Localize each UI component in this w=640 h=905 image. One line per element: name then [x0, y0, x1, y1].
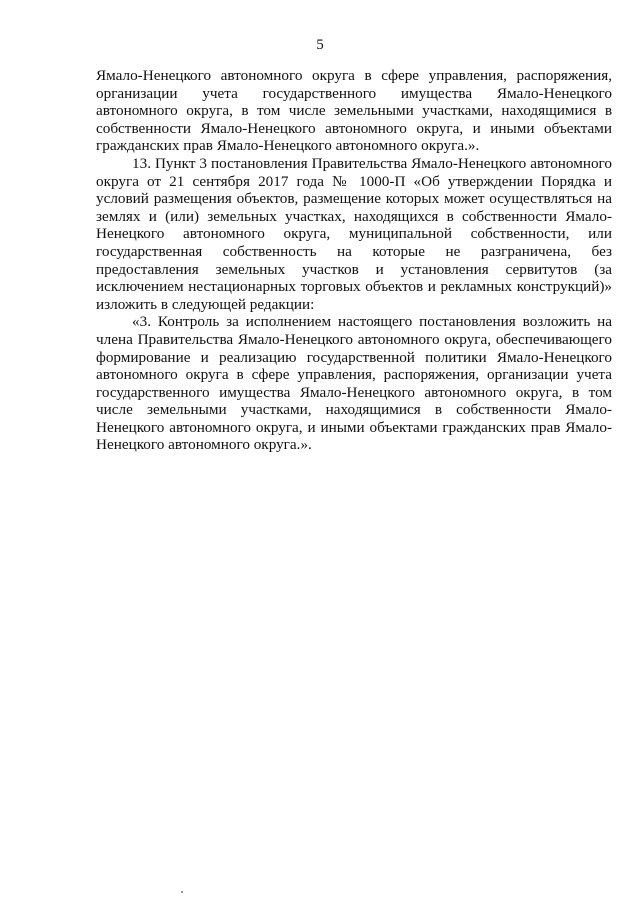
paragraph-new-wording: «3. Контроль за исполнением настоящего постановления возложить на члена Правительства Ямало-Ненецкого автономного округа, обеспечивающего формирование и реализацию государственной политики Ямало-Ненецкого автономного округа в сфере управления, распоряжения, организации учета государственного имущества Ямало-Ненецкого автономного округа, в том числе земельными участками, находящимися в собственности Ямало-Ненецкого автономного округа, и иными объектами гражданских прав Ямало-Ненецкого автономного округа.». — [96, 313, 612, 454]
paragraph-continuation: Ямало-Ненецкого автономного округа в сфере управления, распоряжения, организации учета государственного имущества Ямало-Ненецкого автономного округа, в том числе земельными участками, находящимися в собственности Ямало-Ненецкого автономного округа, и иными объектами гражданских прав Ямало-Ненецкого автономного округа.». — [96, 67, 612, 155]
page-number: 5 — [316, 37, 324, 53]
scan-artifact — [181, 891, 183, 893]
paragraph-item-13: 13. Пункт 3 постановления Правительства Ямало-Ненецкого автономного округа от 21 сентября 2017 года № 1000-П «Об утверждении Порядка и условий размещения объектов, размещение которых может осуществляться на землях и (или) земельных участках, находящихся в собственности Ямало-Ненецкого автономного округа, муниципальной собственности, или государственная собственность на которые не разграничена, без предоставления земельных участков и установления сервитутов (за исключением нестационарных торговых объектов и рекламных конструкций)» изложить в следующей редакции: — [96, 154, 612, 313]
document-body — [96, 67, 612, 454]
